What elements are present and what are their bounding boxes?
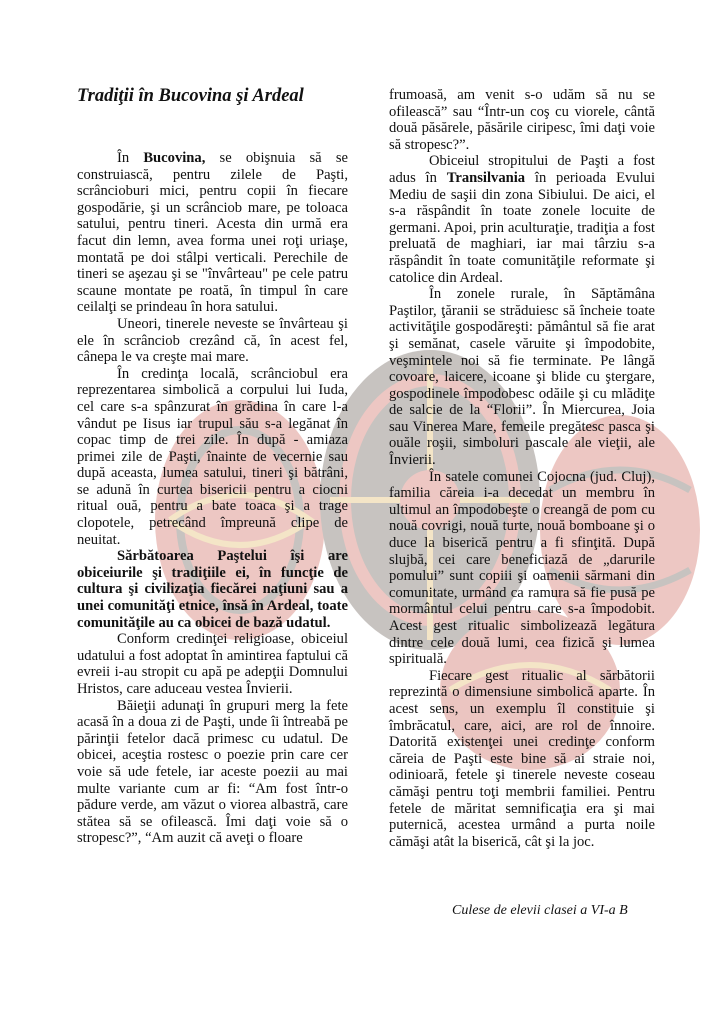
paragraph-zone-rurale: În zonele rurale, în Săptămâna Paştilor, ţăranii se străduiesc să încheie toate activităţile gospodăreşti: pământul să fie arat şi semănat, casele văruite şi împodobite, veşmintele noi să fie terminate. Pe lângă covoare, laicere, icoane şi blide cu ştergare, gospodinele împodobesc odăile şi cu mlădiţe de salcie de la “Florii”. În Miercurea, Joia sau Vinerea Mare, femeile pregătesc pasca şi ouăle roşii, simboluri pascale ale vieţii, ale Învierii. xyxy=(389,286,655,469)
transilvania-bold: Transilvania xyxy=(446,169,526,186)
paragraph-conform: Conform credinţei religioase, obiceiul udatului a fost adoptat în amintirea faptului că evreii i-au stropit cu apă pe adepţii Domnului Hristos, care aduceau vestea Învierii. xyxy=(77,631,348,697)
article-title: Tradiţii în Bucovina şi Ardeal xyxy=(77,86,304,106)
paragraph-continuation: frumoasă, am venit s-o udăm să nu se ofilească” sau “Într-un coş cu viorele, cântă două păsărele, păsările ciripesc, îmi daţi voie să stropesc?”. xyxy=(389,87,655,153)
paragraph-bucovina: În Bucovina, se obişnuia să se construiască, pentru zilele de Paşti, scrâncioburi mici, pentru copii în fiecare gospodărie, şi un scrânciob mare, pe toloaca satului, pentru tineri. Acesta din urmă era facut din lemn, avea forma unei roţi uriaşe, montată pe doi stâlpi verticali. Perechile de tineri se aşezau şi se "învârteau" pe cele patru scaune montate pe roată, în timpul în care ceilalţi se prindeau în hora satului. xyxy=(77,150,348,316)
signature: Culese de elevii clasei a VI-a B xyxy=(452,903,628,918)
paragraph-fiecare-gest: Fiecare gest ritualic al sărbătorii reprezintă o dimensiune simbolică aparte. În acest sens, un exemplu îl constituie şi îmbrăcatul, care, aici, are rol de înnoire. Datorită existenţei unei credinţe conform căreia de Paşti este bine să ai straie noi, odinioară, fetele şi tinerele neveste coseau cămăşi pentru toţi membrii familiei. Pentru fetele de măritat semnificaţia era şi mai puternică, acestea urmând a purta noile cămăşi atât la biserică, cât şi la joc. xyxy=(389,667,655,850)
left-column xyxy=(77,150,348,847)
paragraph-baietii: Băieţii adunaţi în grupuri merg la fete acasă în a doua zi de Paşti, unde îi întreabă pe părinţii fetelor dacă primesc cu udatul. De obicei, aceştia rostesc o poezie prin care cer voie să ude fetele, iar aceste poezii au mai multe variante cum ar fi: “Am fost într-o pădure verde, am văzut o viorea albastră, care stătea să se ofilească. Îmi daţi voie să o stropesc?”, “Am auzit că aveţi o floare xyxy=(77,697,348,847)
paragraph-cojocna: În satele comunei Cojocna (jud. Cluj), familia căreia i-a decedat un membru în ultimul an împodobeşte o creangă de pom cu nouă covrigi, nouă turte, nouă bomboane şi o duce la biserică pentru a fi sfinţită. După slujbă, cei care beneficiază de „darurile pomului” sunt copiii şi oamenii sărmani din comunitate, urmând ca ramura să fie pusă pe mormântul celui pentru care s-a împodobit. Acest gest ritualic simbolizează legătura dintre cele două lumi, cea fizică şi lumea spirituală. xyxy=(389,468,655,668)
paragraph-transilvania: Obiceiul stropitului de Paşti a fost adus în Transilvania în perioada Evului Mediu de saşii din zona Sibiului. De aici, el s-a răspândit în toate zonele locuite de germani. Apoi, prin aculturaţie, tradiţia a fost preluată de maghiari, iar mai târziu s-a răspândit în toate comunităţile reformate şi catolice din Ardeal. xyxy=(389,153,655,286)
paragraph-sarbatoarea: Sărbătoarea Paştelui îşi are obiceiurile şi tradiţiile ei, în funcţie de cultura şi civilizaţia fiecărei naţiuni sau a unei comunităţi etnice, însă în Ardeal, toate comunităţile au ca obicei de bază udatul. xyxy=(77,548,348,631)
paragraph-neveste: Uneori, tinerele neveste se învârteau şi ele în scrânciob crezând că, în acest fel, cânepa le va creşte mai mare. xyxy=(77,315,348,366)
right-column xyxy=(389,87,655,850)
bucovina-bold: Bucovina, xyxy=(143,150,206,166)
paragraph-credinta: În credinţa locală, scrânciobul era reprezentarea simbolică a corpului lui Iuda, cel care s-a spânzurat în grădina în care l-a vândut pe Iisus iar trupul său s-a legănat în copac timp de trei zile. În după - amiaza primei zile de Paşti, înainte de vecernie sau după aceasta, lumea satului, tineri şi bătrâni, se adună în curtea bisericii pentru a ciocni ritual ouă, pentru a bate toaca şi a trage clopotele, petrecând împreună clipe de neuitat. xyxy=(77,365,348,548)
